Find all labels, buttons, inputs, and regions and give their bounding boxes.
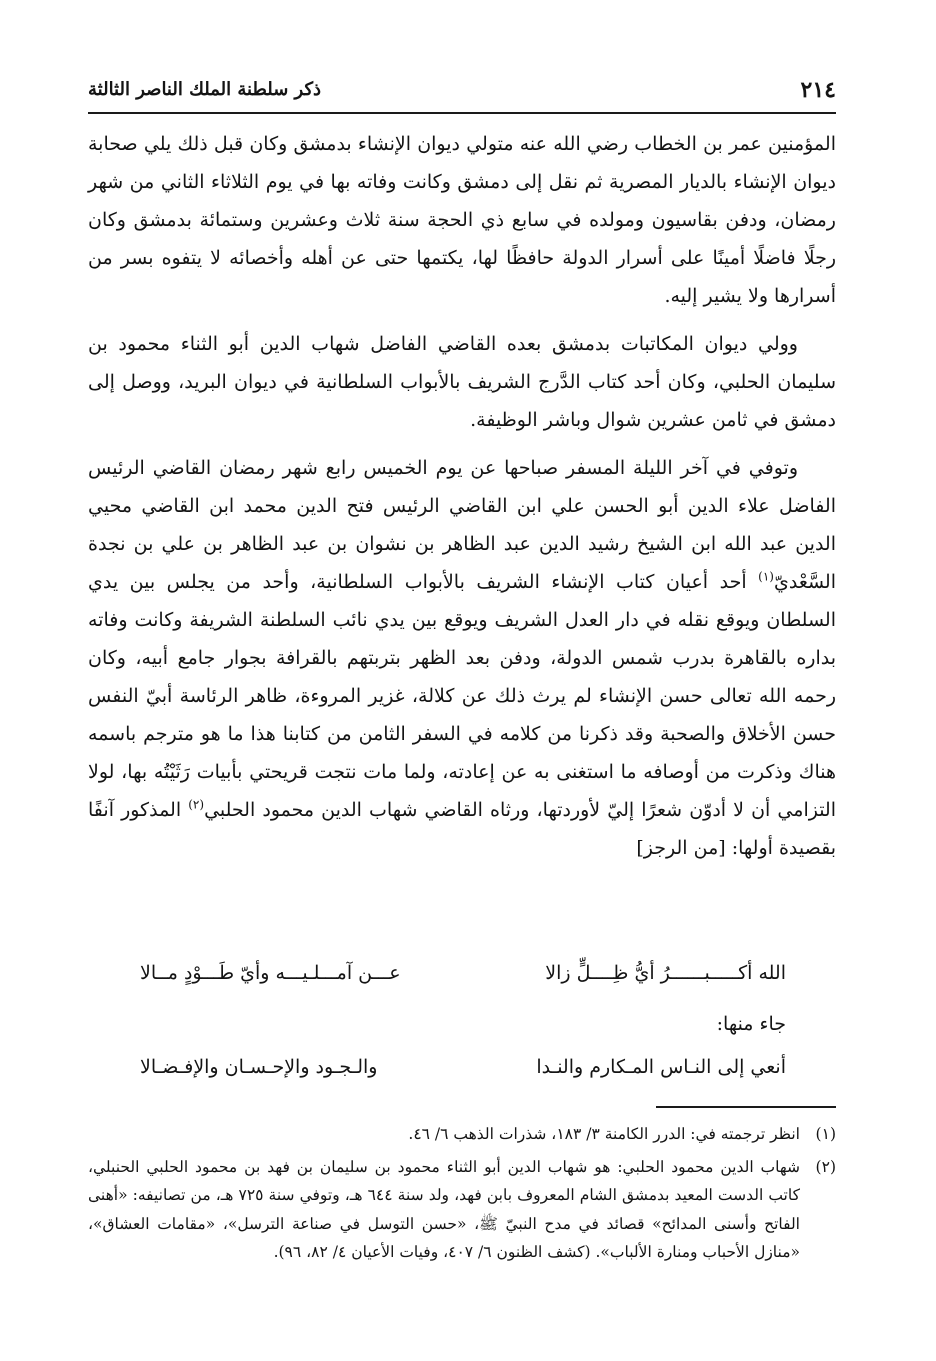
paragraph-2: وولي ديوان المكاتبات بدمشق بعده القاضي الفاضل شهاب الدين أبو الثناء محمود بن سليمان الحلبي، وكان أحد كتاب الدَّرج الشريف بالأبواب السلطانية في ديوان البريد، ووصل إلى دمشق في ثامن عشرين شوال وباشر الوظيفة.	[88, 333, 836, 431]
footnote-1	[88, 1120, 836, 1149]
footnote-1-text: انظر ترجمته في: الدرر الكامنة ٣/ ١٨٣، شذرات الذهب ٦/ ٤٦.	[408, 1125, 800, 1143]
paragraph-3-part-c: المذكور آنفًا بقصيدة أولها:	[88, 799, 836, 859]
verse-2-first-hemistich: أنعي إلى النـاس المـكارم والنـدا	[536, 1056, 786, 1078]
page-number: ٢١٤	[800, 77, 836, 103]
poem-transition: جاء منها:	[716, 1013, 786, 1035]
verse-2-second-hemistich: والـجـود والإحـسـان والإفـضـالا	[140, 1056, 378, 1078]
poem-verse-2	[140, 1047, 786, 1087]
footnote-2	[88, 1153, 836, 1267]
main-text	[88, 125, 836, 877]
meter-note: [من الرجز]	[636, 837, 726, 859]
verse-1-second-hemistich: عـــن آمـــلـيـــه وأيّ طَـــوْدٍ مــالا	[140, 962, 401, 984]
paragraph-1: المؤمنين عمر بن الخطاب رضي الله عنه متولي ديوان الإنشاء بدمشق وكان قبل ذلك يلي صحابة ديوان الإنشاء بالديار المصرية ثم نقل إلى دمشق وكانت وفاته بها في يوم الثلاثاء الثاني من شهر رمضان، ودفن بقاسيون ومولده في سابع ذي الحجة سنة ثلاث وعشرين وستمائة بدمشق وكان رجلًا فاضلًا أمينًا على أسرار الدولة حافظًا لها، يكتمها حتى عن أهله وأخصائه لا يتفوه بسر من أسرارها ولا يشير إليه.	[88, 133, 836, 307]
footnote-marker-1[interactable]: (١)	[758, 569, 774, 584]
page-header	[88, 72, 836, 114]
footnote-marker-2[interactable]: (٢)	[188, 797, 205, 812]
footnote-1-number: (١)	[815, 1125, 836, 1143]
footnote-2-text: شهاب الدين محمود الحلبي: هو شهاب الدين أبو الثناء محمود بن سليمان بن فهد بن محمود الحلبي الحنبلي، كاتب الدست المعيد بدمشق الشام المعروف بابن فهد، ولد سنة ٦٤٤ هـ، وتوفي سنة ٧٢٥ هـ، من تصانيفه: «أهنى الفاتح وأسنى المدائح» قصائد في مدح النبيّ ﷺ، «حسن التوسل في صناعة الترسل»، «مقامات العشاق»، «منازل الأحباب ومنارة الألباب». (كشف الظنون ٦/ ٤٠٧، وفيات الأعيان ٤/ ٨٢، ٩٦).	[88, 1157, 800, 1261]
paragraph-3	[88, 449, 836, 867]
footnote-separator	[656, 1106, 836, 1108]
footnotes	[88, 1120, 836, 1271]
poem-verse-1	[140, 953, 786, 993]
verse-1-first-hemistich: الله أكـــــبــــــرُ أيُّ ظِــــلٍّ زالا	[545, 962, 786, 984]
footnote-2-number: (٢)	[815, 1157, 836, 1176]
running-title: ذكر سلطنة الملك الناصر الثالثة	[88, 79, 322, 100]
paragraph-3-part-b: أحد أعيان كتاب الإنشاء الشريف بالأبواب السلطانية، وأحد من يجلس بين يدي السلطان ويوقع نقله في دار العدل الشريف ويوقع بين يدي نائب السلطنة الشريفة وكانت وفاته بداره بالقاهرة بدرب شمس الدولة، ودفن بعد الظهر بتربتهم بالقرافة بجوار جامع أبيه، وكان رحمه الله تعالى حسن الإنشاء لم يرث ذلك عن كلالة، غزير المروءة، ظاهر الرئاسة أبيّ النفس حسن الأخلاق والصحبة وقد ذكرنا من كلامه في السفر الثامن من كتابنا هذا ما هو مترجم باسمه هناك وذكرت من أوصافه ما استغنى به عن إعادته، ولما مات نتجت قريحتي بأبيات رَثَيْتُه بها، لولا التزامي أن لا أدوّن شعرًا إليّ لأوردتها، ورثاه القاضي شهاب الدين محمود الحلبي	[88, 571, 837, 821]
paragraph-3-part-a: وتوفي في آخر الليلة المسفر صباحها عن يوم الخميس رابع شهر رمضان القاضي الرئيس الفاضل علاء الدين أبو الحسن علي ابن القاضي الرئيس فتح الدين محمد ابن القاضي محيي الدين عبد الله ابن الشيخ رشيد الدين عبد الظاهر بن نشوان بن عبد الظاهر بن علي بن نجدة السَّعْديّ	[88, 457, 837, 593]
